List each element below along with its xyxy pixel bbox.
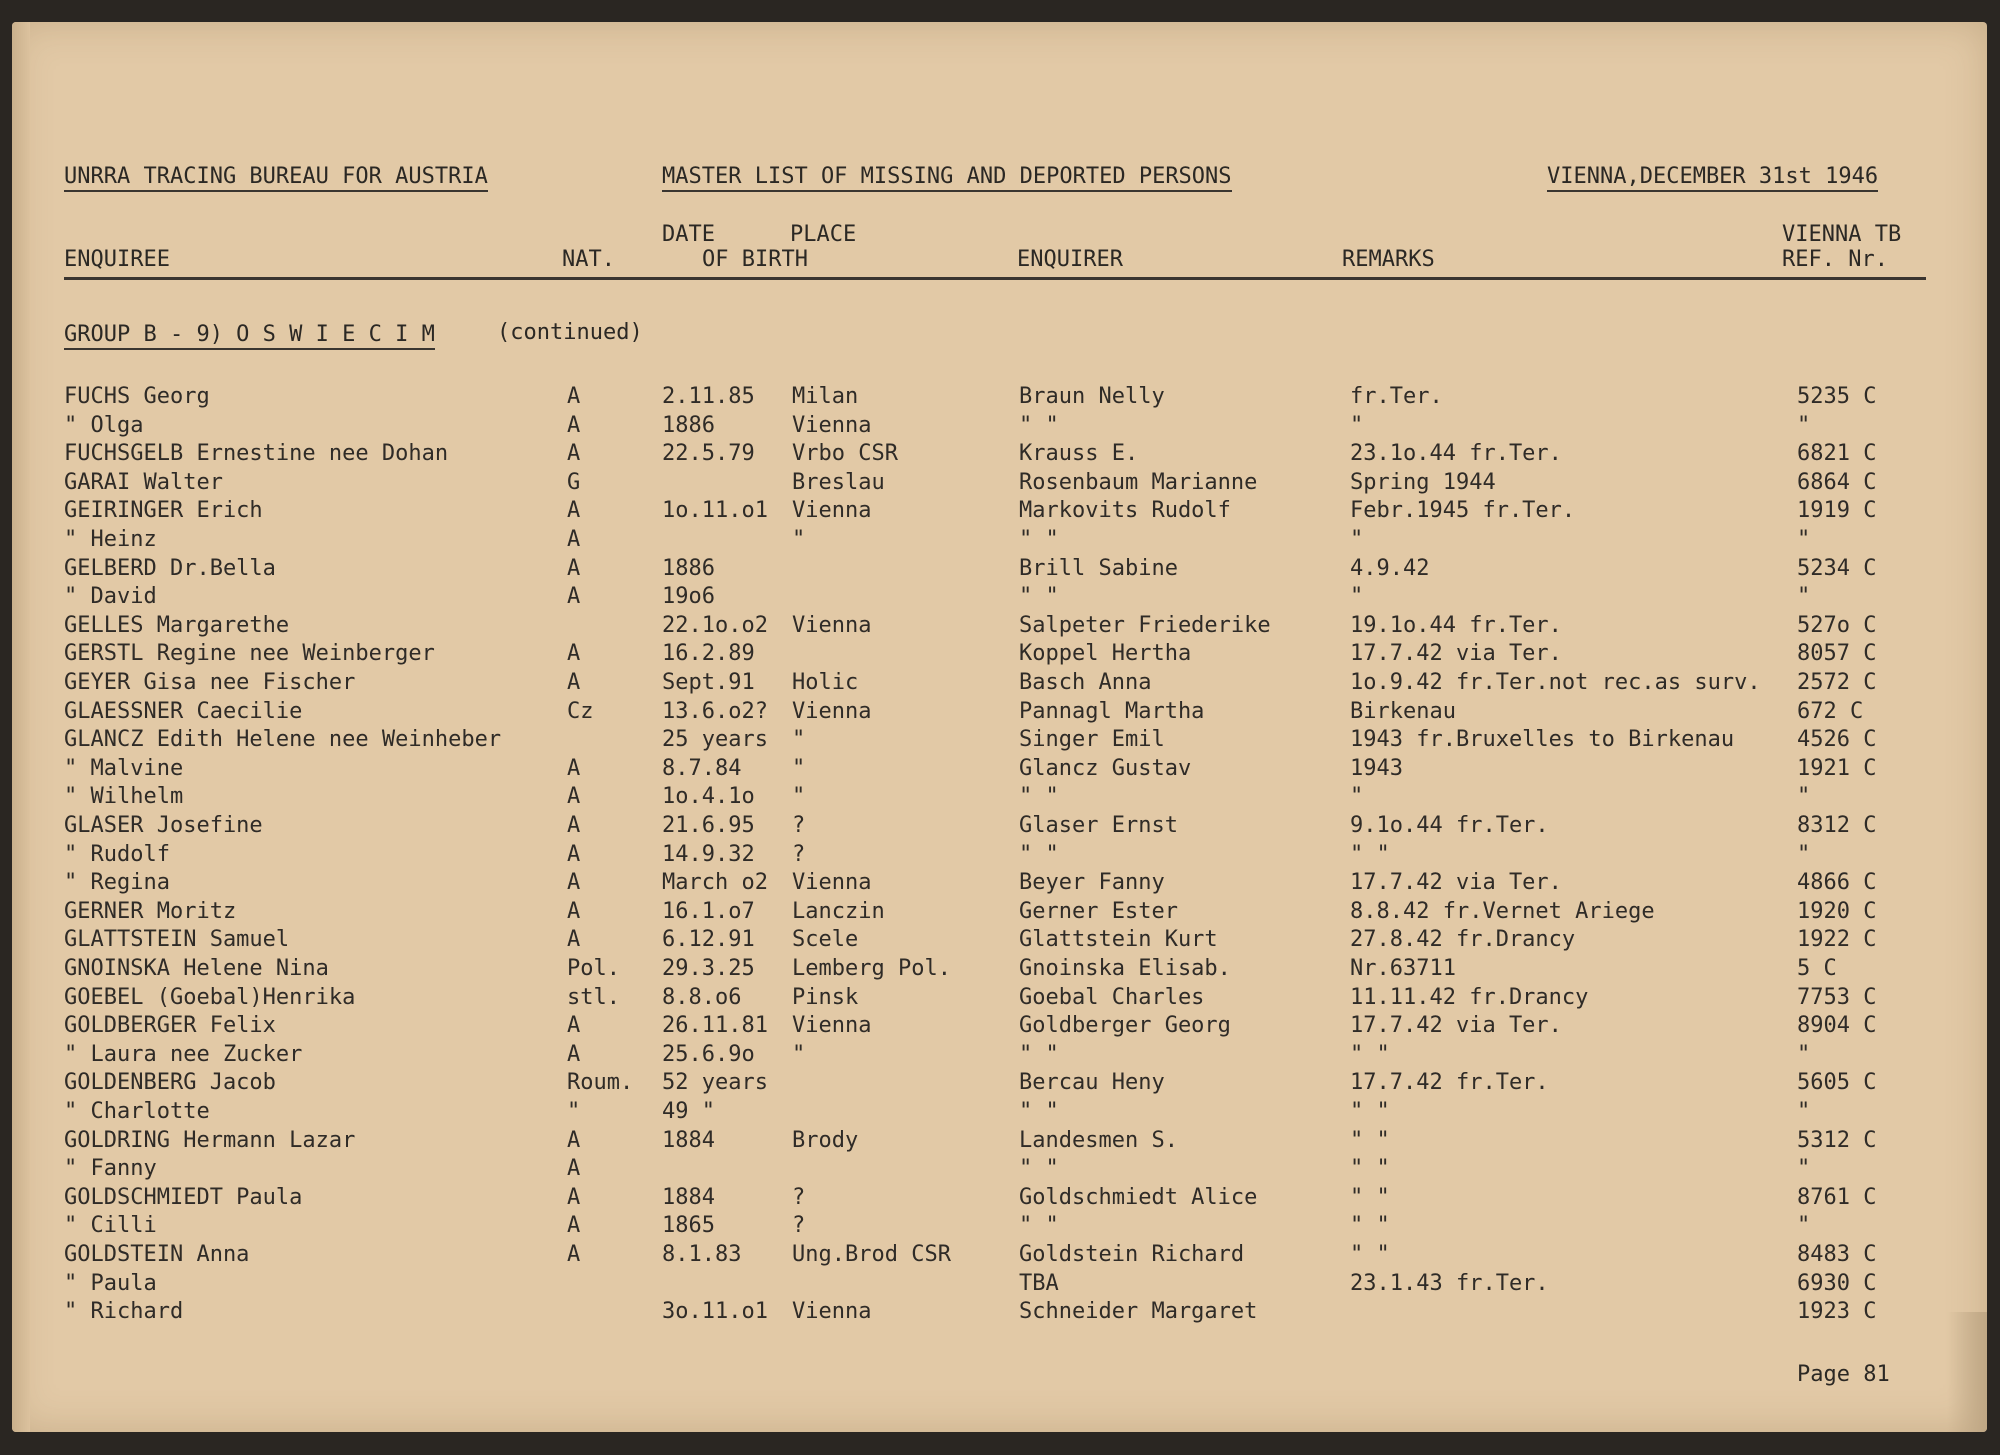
- remarks: 23.1.43 fr.Ter.: [1350, 1271, 1549, 1296]
- remarks: ": [1350, 527, 1364, 552]
- place-of-birth: ?: [792, 1213, 806, 1238]
- nationality: A: [567, 1213, 581, 1238]
- enquiree-name: GOLDBERGER Felix: [64, 1013, 276, 1038]
- ref-number: 4526 C: [1797, 727, 1877, 752]
- col-ref-top: VIENNA TB: [1782, 222, 1902, 247]
- nationality: A: [567, 899, 581, 924]
- ref-number: 8312 C: [1797, 813, 1877, 838]
- remarks: 1o.9.42 fr.Ter.not rec.as surv.: [1350, 670, 1761, 695]
- ref-number: 2572 C: [1797, 670, 1877, 695]
- remarks: 17.7.42 fr.Ter.: [1350, 1070, 1549, 1095]
- col-date-top: DATE: [662, 222, 715, 247]
- enquiree-name: FUCHSGELB Ernestine nee Dohan: [64, 441, 449, 466]
- date-of-birth: 14.9.32: [662, 842, 755, 867]
- enquirer-name: Markovits Rudolf: [1019, 498, 1231, 523]
- place-of-birth: ": [792, 527, 806, 552]
- ref-number: 1920 C: [1797, 899, 1877, 924]
- enquirer-name: " ": [1019, 413, 1059, 438]
- place-of-birth: Vienna: [792, 870, 872, 895]
- ref-number: 8483 C: [1797, 1242, 1877, 1267]
- ref-number: ": [1797, 1156, 1811, 1181]
- date-of-birth: 8.7.84: [662, 756, 742, 781]
- date-of-birth: 25.6.9o: [662, 1042, 755, 1067]
- remarks: 4.9.42: [1350, 556, 1430, 581]
- ref-number: 8904 C: [1797, 1013, 1877, 1038]
- place-of-birth: Vienna: [792, 1299, 872, 1324]
- enquirer-name: Glattstein Kurt: [1019, 927, 1218, 952]
- nationality: A: [567, 498, 581, 523]
- place-date: VIENNA,DECEMBER 31st 1946: [1547, 164, 1878, 192]
- remarks: 8.8.42 fr.Vernet Ariege: [1350, 899, 1655, 924]
- enquirer-name: Beyer Fanny: [1019, 870, 1165, 895]
- enquiree-name: " David: [64, 584, 157, 609]
- col-enquiree: ENQUIREE: [64, 247, 170, 272]
- remarks: " ": [1350, 1128, 1390, 1153]
- enquirer-name: " ": [1019, 1156, 1059, 1181]
- remarks: " ": [1350, 1242, 1390, 1267]
- page-corner-shadow: [1947, 1312, 1987, 1432]
- ref-number: 5235 C: [1797, 384, 1877, 409]
- remarks: fr.Ter.: [1350, 384, 1443, 409]
- enquiree-name: GLATTSTEIN Samuel: [64, 927, 290, 952]
- remarks: " ": [1350, 1042, 1390, 1067]
- enquirer-name: " ": [1019, 1042, 1059, 1067]
- date-of-birth: 16.2.89: [662, 641, 755, 666]
- place-of-birth: Vrbo CSR: [792, 441, 898, 466]
- ref-number: 6821 C: [1797, 441, 1877, 466]
- enquiree-name: GOLDSCHMIEDT Paula: [64, 1185, 303, 1210]
- page-binding-edge: [12, 22, 30, 1432]
- enquiree-name: GEYER Gisa nee Fischer: [64, 670, 356, 695]
- enquirer-name: Bercau Heny: [1019, 1070, 1165, 1095]
- ref-number: 1923 C: [1797, 1299, 1877, 1324]
- enquiree-name: GELBERD Dr.Bella: [64, 556, 276, 581]
- place-of-birth: Vienna: [792, 613, 872, 638]
- enquiree-name: GEIRINGER Erich: [64, 498, 263, 523]
- date-of-birth: 1o.4.1o: [662, 784, 755, 809]
- date-of-birth: 8.1.83: [662, 1242, 742, 1267]
- col-place-top: PLACE: [790, 222, 857, 247]
- enquiree-name: " Regina: [64, 870, 170, 895]
- enquiree-name: " Olga: [64, 413, 144, 438]
- col-date-bottom: OF BIRTH: [702, 247, 808, 272]
- nationality: A: [567, 870, 581, 895]
- place-of-birth: Breslau: [792, 470, 885, 495]
- nationality: A: [567, 556, 581, 581]
- place-of-birth: Vienna: [792, 413, 872, 438]
- enquirer-name: " ": [1019, 1213, 1059, 1238]
- enquirer-name: " ": [1019, 842, 1059, 867]
- date-of-birth: March o2: [662, 870, 768, 895]
- enquirer-name: Goldschmiedt Alice: [1019, 1185, 1258, 1210]
- enquirer-name: Krauss E.: [1019, 441, 1139, 466]
- date-of-birth: 6.12.91: [662, 927, 755, 952]
- date-of-birth: Sept.91: [662, 670, 755, 695]
- enquiree-name: GARAI Walter: [64, 470, 223, 495]
- ref-number: 6864 C: [1797, 470, 1877, 495]
- enquirer-name: " ": [1019, 584, 1059, 609]
- enquiree-name: GOLDRING Hermann Lazar: [64, 1128, 356, 1153]
- nationality: stl.: [567, 985, 620, 1010]
- remarks: " ": [1350, 842, 1390, 867]
- nationality: A: [567, 413, 581, 438]
- nationality: A: [567, 441, 581, 466]
- remarks: 23.1o.44 fr.Ter.: [1350, 441, 1562, 466]
- ref-number: 8761 C: [1797, 1185, 1877, 1210]
- enquiree-name: GERSTL Regine nee Weinberger: [64, 641, 435, 666]
- date-of-birth: 3o.11.o1: [662, 1299, 768, 1324]
- enquirer-name: Salpeter Friederike: [1019, 613, 1271, 638]
- nationality: A: [567, 1185, 581, 1210]
- enquirer-name: Basch Anna: [1019, 670, 1152, 695]
- enquirer-name: " ": [1019, 784, 1059, 809]
- remarks: 9.1o.44 fr.Ter.: [1350, 813, 1549, 838]
- place-of-birth: Scele: [792, 927, 859, 952]
- enquiree-name: " Wilhelm: [64, 784, 184, 809]
- nationality: Pol.: [567, 956, 620, 981]
- ref-number: 527o C: [1797, 613, 1877, 638]
- ref-number: ": [1797, 784, 1811, 809]
- ref-number: 672 C: [1797, 699, 1864, 724]
- ref-number: ": [1797, 527, 1811, 552]
- ref-number: 5234 C: [1797, 556, 1877, 581]
- enquirer-name: Brill Sabine: [1019, 556, 1178, 581]
- col-enquirer: ENQUIRER: [1017, 247, 1123, 272]
- date-of-birth: 2.11.85: [662, 384, 755, 409]
- list-title: MASTER LIST OF MISSING AND DEPORTED PERSONS: [662, 164, 1232, 192]
- enquiree-name: GERNER Moritz: [64, 899, 237, 924]
- document-page: [12, 22, 1987, 1432]
- date-of-birth: 1886: [662, 413, 715, 438]
- place-of-birth: ": [792, 756, 806, 781]
- nationality: A: [567, 1156, 581, 1181]
- nationality: A: [567, 641, 581, 666]
- enquiree-name: " Rudolf: [64, 842, 170, 867]
- date-of-birth: 22.5.79: [662, 441, 755, 466]
- enquiree-name: GNOINSKA Helene Nina: [64, 956, 329, 981]
- date-of-birth: 16.1.o7: [662, 899, 755, 924]
- enquirer-name: Goldberger Georg: [1019, 1013, 1231, 1038]
- enquiree-name: " Heinz: [64, 527, 157, 552]
- nationality: A: [567, 784, 581, 809]
- enquiree-name: GOLDSTEIN Anna: [64, 1242, 250, 1267]
- enquiree-name: FUCHS Georg: [64, 384, 210, 409]
- remarks: 17.7.42 via Ter.: [1350, 1013, 1562, 1038]
- remarks: 17.7.42 via Ter.: [1350, 641, 1562, 666]
- nationality: A: [567, 1128, 581, 1153]
- enquirer-name: Rosenbaum Marianne: [1019, 470, 1258, 495]
- ref-number: 4866 C: [1797, 870, 1877, 895]
- enquirer-name: Koppel Hertha: [1019, 641, 1192, 666]
- date-of-birth: 21.6.95: [662, 813, 755, 838]
- group-continued: (continued): [497, 320, 643, 345]
- col-remarks: REMARKS: [1342, 247, 1435, 272]
- ref-number: ": [1797, 1099, 1811, 1124]
- nationality: G: [567, 470, 581, 495]
- remarks: 1943: [1350, 756, 1403, 781]
- place-of-birth: ": [792, 784, 806, 809]
- place-of-birth: Vienna: [792, 1013, 872, 1038]
- ref-number: 6930 C: [1797, 1271, 1877, 1296]
- date-of-birth: 26.11.81: [662, 1013, 768, 1038]
- remarks: ": [1350, 784, 1364, 809]
- enquirer-name: Goldstein Richard: [1019, 1242, 1245, 1267]
- enquirer-name: Braun Nelly: [1019, 384, 1165, 409]
- place-of-birth: ": [792, 727, 806, 752]
- date-of-birth: 8.8.o6: [662, 985, 742, 1010]
- remarks: " ": [1350, 1156, 1390, 1181]
- place-of-birth: Vienna: [792, 498, 872, 523]
- place-of-birth: Milan: [792, 384, 859, 409]
- place-of-birth: Brody: [792, 1128, 859, 1153]
- place-of-birth: Ung.Brod CSR: [792, 1242, 951, 1267]
- ref-number: 5312 C: [1797, 1128, 1877, 1153]
- date-of-birth: 13.6.o2?: [662, 699, 768, 724]
- date-of-birth: 1884: [662, 1128, 715, 1153]
- enquirer-name: Landesmen S.: [1019, 1128, 1178, 1153]
- enquiree-name: " Laura nee Zucker: [64, 1042, 303, 1067]
- nationality: A: [567, 670, 581, 695]
- nationality: A: [567, 927, 581, 952]
- group-title: GROUP B - 9) O S W I E C I M: [64, 322, 435, 350]
- date-of-birth: 1886: [662, 556, 715, 581]
- place-of-birth: Vienna: [792, 699, 872, 724]
- enquirer-name: " ": [1019, 1099, 1059, 1124]
- enquiree-name: GLASER Josefine: [64, 813, 263, 838]
- enquirer-name: " ": [1019, 527, 1059, 552]
- enquiree-name: " Fanny: [64, 1156, 157, 1181]
- nationality: A: [567, 1242, 581, 1267]
- remarks: Nr.63711: [1350, 956, 1456, 981]
- date-of-birth: 25 years: [662, 727, 768, 752]
- date-of-birth: 19o6: [662, 584, 715, 609]
- place-of-birth: Pinsk: [792, 985, 859, 1010]
- place-of-birth: Lanczin: [792, 899, 885, 924]
- nationality: A: [567, 1013, 581, 1038]
- ref-number: ": [1797, 1042, 1811, 1067]
- ref-number: ": [1797, 413, 1811, 438]
- remarks: " ": [1350, 1099, 1390, 1124]
- enquiree-name: GLAESSNER Caecilie: [64, 699, 303, 724]
- nationality: ": [567, 1099, 581, 1124]
- place-of-birth: ": [792, 1042, 806, 1067]
- enquiree-name: GLANCZ Edith Helene nee Weinheber: [64, 727, 502, 752]
- enquirer-name: Glaser Ernst: [1019, 813, 1178, 838]
- enquiree-name: " Malvine: [64, 756, 184, 781]
- enquiree-name: GELLES Margarethe: [64, 613, 290, 638]
- enquiree-name: " Richard: [64, 1299, 184, 1324]
- date-of-birth: 49 ": [662, 1099, 715, 1124]
- nationality: Roum.: [567, 1070, 634, 1095]
- ref-number: 5605 C: [1797, 1070, 1877, 1095]
- ref-number: 1922 C: [1797, 927, 1877, 952]
- enquiree-name: " Paula: [64, 1271, 157, 1296]
- enquiree-name: " Charlotte: [64, 1099, 210, 1124]
- nationality: A: [567, 527, 581, 552]
- remarks: Febr.1945 fr.Ter.: [1350, 498, 1576, 523]
- enquiree-name: GOLDENBERG Jacob: [64, 1070, 276, 1095]
- ref-number: 5 C: [1797, 956, 1837, 981]
- remarks: " ": [1350, 1213, 1390, 1238]
- ref-number: 1921 C: [1797, 756, 1877, 781]
- date-of-birth: 29.3.25: [662, 956, 755, 981]
- ref-number: ": [1797, 1213, 1811, 1238]
- enquirer-name: Gerner Ester: [1019, 899, 1178, 924]
- enquirer-name: TBA: [1019, 1271, 1059, 1296]
- enquiree-name: " Cilli: [64, 1213, 157, 1238]
- remarks: 11.11.42 fr.Drancy: [1350, 985, 1589, 1010]
- enquirer-name: Pannagl Martha: [1019, 699, 1205, 724]
- nationality: A: [567, 813, 581, 838]
- nationality: A: [567, 584, 581, 609]
- place-of-birth: Lemberg Pol.: [792, 956, 951, 981]
- remarks: 17.7.42 via Ter.: [1350, 870, 1562, 895]
- date-of-birth: 1865: [662, 1213, 715, 1238]
- ref-number: 1919 C: [1797, 498, 1877, 523]
- enquiree-name: GOEBEL (Goebal)Henrika: [64, 985, 356, 1010]
- ref-number: ": [1797, 842, 1811, 867]
- nationality: A: [567, 384, 581, 409]
- place-of-birth: ?: [792, 813, 806, 838]
- nationality: A: [567, 756, 581, 781]
- remarks: ": [1350, 413, 1364, 438]
- ref-number: 8057 C: [1797, 641, 1877, 666]
- remarks: ": [1350, 584, 1364, 609]
- remarks: 1943 fr.Bruxelles to Birkenau: [1350, 727, 1735, 752]
- enquirer-name: Glancz Gustav: [1019, 756, 1192, 781]
- remarks: " ": [1350, 1185, 1390, 1210]
- date-of-birth: 1884: [662, 1185, 715, 1210]
- date-of-birth: 22.1o.o2: [662, 613, 768, 638]
- remarks: Spring 1944: [1350, 470, 1496, 495]
- nationality: Cz: [567, 699, 594, 724]
- place-of-birth: Holic: [792, 670, 859, 695]
- place-of-birth: ?: [792, 842, 806, 867]
- col-ref-bottom: REF. Nr.: [1782, 247, 1888, 272]
- header-rule: [64, 277, 1926, 280]
- nationality: A: [567, 842, 581, 867]
- enquirer-name: Singer Emil: [1019, 727, 1165, 752]
- remarks: 19.1o.44 fr.Ter.: [1350, 613, 1562, 638]
- page-number: Page 81: [1797, 1362, 1890, 1387]
- date-of-birth: 52 years: [662, 1070, 768, 1095]
- enquirer-name: Goebal Charles: [1019, 985, 1205, 1010]
- remarks: 27.8.42 fr.Drancy: [1350, 927, 1576, 952]
- enquirer-name: Gnoinska Elisab.: [1019, 956, 1231, 981]
- col-nat: NAT.: [562, 247, 615, 272]
- organization-title: UNRRA TRACING BUREAU FOR AUSTRIA: [64, 164, 488, 192]
- date-of-birth: 1o.11.o1: [662, 498, 768, 523]
- remarks: Birkenau: [1350, 699, 1456, 724]
- nationality: A: [567, 1042, 581, 1067]
- enquirer-name: Schneider Margaret: [1019, 1299, 1258, 1324]
- place-of-birth: ?: [792, 1185, 806, 1210]
- ref-number: 7753 C: [1797, 985, 1877, 1010]
- ref-number: ": [1797, 584, 1811, 609]
